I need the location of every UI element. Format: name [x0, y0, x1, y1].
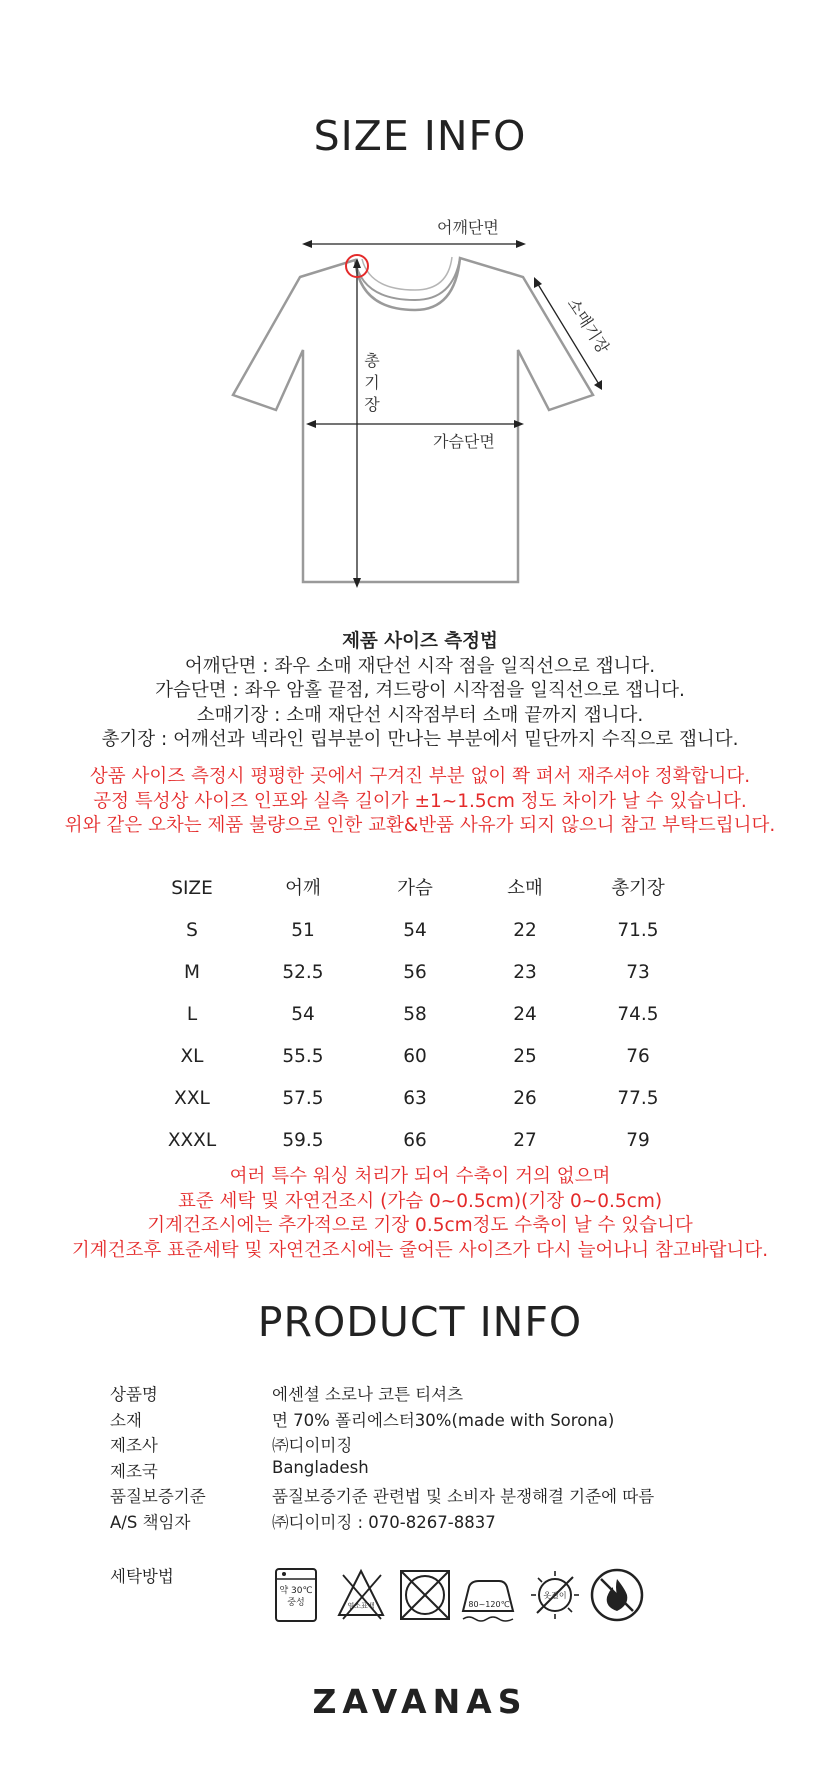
- total-length-label: [363, 350, 381, 416]
- brand-logo: ZAVANAS: [312, 1682, 528, 1721]
- info-key: 제조사: [110, 1436, 158, 1455]
- table-cell: 66: [403, 1130, 427, 1151]
- info-value: 면 70% 폴리에스터30%(made with Sorona): [272, 1410, 615, 1430]
- table-cell: 22: [513, 920, 537, 941]
- shrink-notes: [0, 1165, 840, 1263]
- table-cell: 63: [403, 1088, 427, 1109]
- table-cell: 76: [626, 1046, 650, 1067]
- table-cell: XXL: [174, 1088, 210, 1109]
- iron-temp-text: 80~120℃: [468, 1600, 510, 1609]
- product-info-title: PRODUCT INFO: [257, 1298, 583, 1346]
- table-row: [0, 1120, 840, 1162]
- table-cell: 51: [291, 920, 315, 941]
- header-cell: 가슴: [397, 878, 433, 899]
- table-cell: 74.5: [617, 1004, 659, 1025]
- table-cell: 73: [626, 962, 650, 983]
- info-row: [110, 1483, 810, 1509]
- method-heading: 제품 사이즈 측정법: [342, 631, 498, 652]
- size-info-title: SIZE INFO: [313, 112, 527, 160]
- info-row: [110, 1381, 810, 1407]
- info-value: ㈜디이미징 : 070-8267-8837: [272, 1512, 496, 1532]
- table-cell: 26: [513, 1088, 537, 1109]
- info-key: 제조국: [110, 1461, 158, 1481]
- wash-30-icon: [273, 1565, 329, 1625]
- tshirt-diagram: [0, 210, 840, 610]
- table-cell: 27: [513, 1130, 537, 1151]
- table-cell: 52.5: [282, 962, 324, 983]
- bleach-text-chlorine: 염소: [347, 1602, 361, 1610]
- no-dryclean-icon: [397, 1565, 453, 1625]
- wash-neutral-text: 중성: [287, 1598, 305, 1608]
- bleach-text-bleach: 표백: [361, 1602, 375, 1610]
- info-value: Bangladesh: [272, 1457, 369, 1477]
- table-cell: 59.5: [282, 1130, 324, 1151]
- table-cell: L: [186, 1004, 198, 1025]
- table-cell: 57.5: [282, 1088, 324, 1109]
- info-key: 상품명: [110, 1385, 158, 1404]
- table-row: [0, 952, 840, 994]
- table-cell: 54: [403, 920, 427, 941]
- table-cell: 77.5: [617, 1088, 659, 1109]
- warning-line: 공정 특성상 사이즈 인포와 실측 길이가 ±1~1.5cm 정도 차이가 날 수 있습니다.: [93, 790, 747, 812]
- table-cell: 55.5: [282, 1046, 324, 1067]
- table-cell: XXXL: [167, 1130, 217, 1151]
- note-line: 기계건조후 표준세탁 및 자연건조시에는 줄어든 사이즈가 다시 늘어나니 참고바랍니다.: [71, 1239, 769, 1261]
- table-cell: 24: [513, 1004, 537, 1025]
- table-cell: 71.5: [617, 920, 659, 941]
- total-length-char: 기: [364, 373, 380, 392]
- info-value: 에센셜 소로나 코튼 티셔츠: [272, 1385, 464, 1404]
- hanger-text: 옷걸이: [543, 1591, 567, 1600]
- size-table: [0, 868, 840, 1162]
- sleeve-label: 소매기장: [563, 294, 614, 357]
- table-row: [0, 1078, 840, 1120]
- table-cell: S: [186, 920, 198, 941]
- no-dry-sun-icon: [527, 1565, 583, 1625]
- table-row: [0, 1036, 840, 1078]
- wash-method-label: 세탁방법: [110, 1567, 174, 1586]
- wash-icons: [270, 1565, 670, 1625]
- table-row: [0, 910, 840, 952]
- table-row: [0, 994, 840, 1036]
- info-row: [110, 1458, 810, 1484]
- header-cell: 어깨: [285, 878, 321, 899]
- info-row: [110, 1509, 810, 1535]
- table-cell: 54: [291, 1004, 315, 1025]
- info-key: 소재: [110, 1410, 142, 1430]
- note-line: 기계건조시에는 추가적으로 기장 0.5cm정도 수축이 날 수 있습니다: [147, 1215, 693, 1236]
- info-value: 품질보증기준 관련법 및 소비자 분쟁해결 기준에 따름: [272, 1487, 655, 1506]
- measurement-method: [0, 630, 840, 753]
- warning-line: 상품 사이즈 측정시 평평한 곳에서 구겨진 부분 없이 쫙 펴서 재주셔야 정확합니다.: [89, 766, 751, 787]
- table-cell: 25: [513, 1046, 537, 1067]
- shoulder-label: 어깨단면: [437, 218, 499, 237]
- info-row: [110, 1432, 810, 1458]
- table-cell: XL: [180, 1046, 204, 1067]
- method-line: 소매기장 : 소매 재단선 시작점부터 소매 끝까지 잽니다.: [196, 704, 644, 726]
- measurement-warnings: [0, 765, 840, 839]
- table-cell: 58: [403, 1004, 427, 1025]
- info-key: 품질보증기준: [110, 1487, 206, 1506]
- note-line: 표준 세탁 및 자연건조시 (가슴 0~0.5cm)(기장 0~0.5cm): [177, 1190, 663, 1212]
- table-cell: 60: [403, 1046, 427, 1067]
- chest-label: 가슴단면: [433, 432, 495, 451]
- flammable-icon: [589, 1565, 645, 1625]
- iron-icon: [459, 1565, 519, 1625]
- method-line: 가슴단면 : 좌우 암홀 끝점, 겨드랑이 시작점을 일직선으로 잽니다.: [155, 680, 685, 701]
- no-bleach-icon: [335, 1565, 391, 1625]
- total-length-char: 장: [364, 395, 380, 414]
- warning-line: 위와 같은 오차는 제품 불량으로 인한 교환&반품 사유가 되지 않으니 참고 부탁드립니다.: [64, 815, 776, 836]
- wash-temp-text: 약 30℃: [279, 1586, 313, 1596]
- table-cell: 23: [513, 962, 537, 983]
- info-row: [110, 1407, 810, 1433]
- product-info-list: [110, 1381, 810, 1534]
- info-value: ㈜디이미징: [272, 1436, 353, 1455]
- tshirt-outline: [0, 210, 840, 610]
- header-cell: SIZE: [171, 878, 213, 899]
- table-cell: 56: [403, 962, 427, 983]
- method-line: 총기장 : 어깨선과 넥라인 립부분이 만나는 부분에서 밑단까지 수직으로 잽니다.: [101, 729, 739, 750]
- table-cell: M: [184, 962, 200, 983]
- total-length-char: 총: [364, 351, 380, 370]
- table-cell: 79: [626, 1130, 650, 1151]
- note-line: 여러 특수 워싱 처리가 되어 수축이 거의 없으며: [229, 1166, 611, 1187]
- bleach-text: [335, 1601, 387, 1612]
- header-cell: 총기장: [611, 878, 665, 899]
- info-key: A/S 책임자: [110, 1512, 191, 1532]
- size-table-header: [0, 868, 840, 910]
- method-line: 어깨단면 : 좌우 소매 재단선 시작 점을 일직선으로 잽니다.: [184, 655, 656, 677]
- header-cell: 소매: [507, 878, 543, 899]
